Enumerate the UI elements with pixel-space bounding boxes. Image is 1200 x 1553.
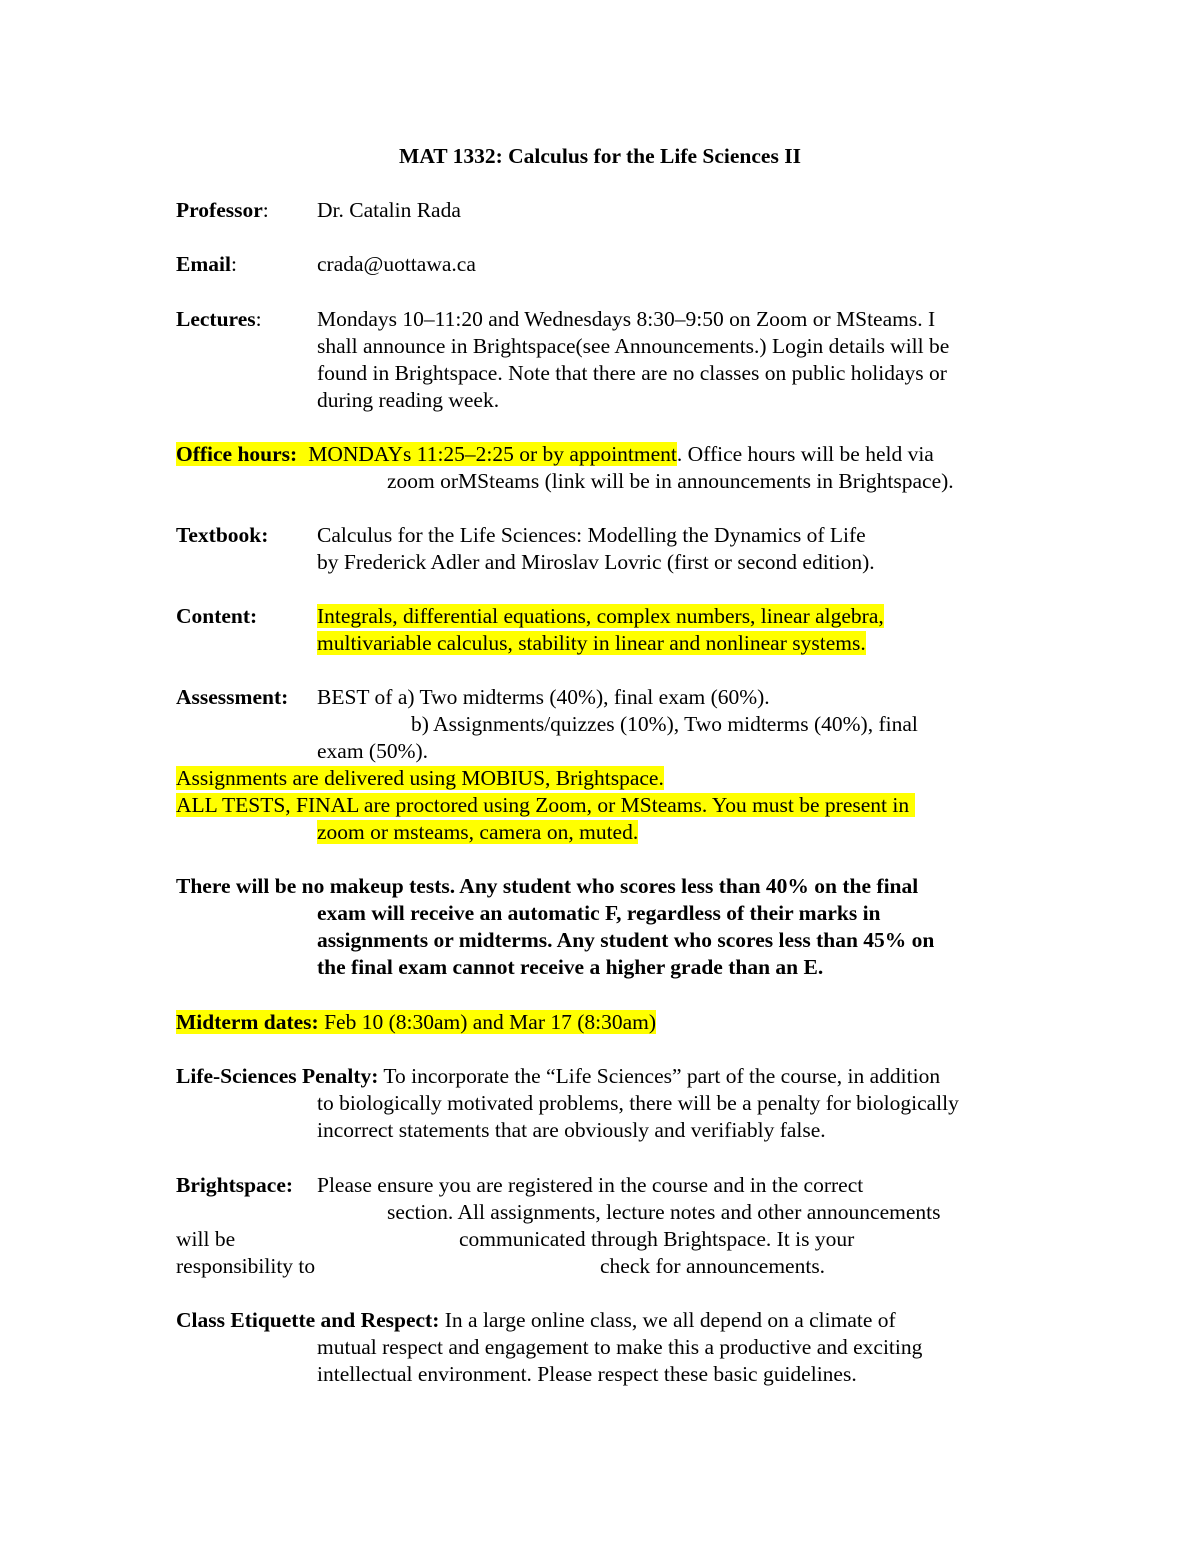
assessment-note: zoom or msteams, camera on, muted.: [317, 820, 639, 844]
content-line: Integrals, differential equations, complex numbers, linear algebra,: [317, 604, 884, 628]
life-sciences-penalty-line: Life-Sciences Penalty: To incorporate the “Life Sciences” part of the course, in addition: [176, 1064, 941, 1088]
lectures-line: during reading week.: [317, 388, 500, 412]
course-title: MAT 1332: Calculus for the Life Sciences II: [399, 144, 801, 168]
assessment-label: Assessment:: [176, 685, 289, 709]
lectures-line: found in Brightspace. Note that there are no classes on public holidays or: [317, 361, 947, 385]
textbook-line: by Frederick Adler and Miroslav Lovric (first or second edition).: [317, 550, 875, 574]
brightspace-line: check for announcements.: [600, 1254, 826, 1278]
midterm-value: Feb 10 (8:30am) and Mar 17 (8:30am): [318, 1010, 657, 1034]
office-hours-highlight: MONDAYs 11:25–2:25 or by appointment: [308, 442, 677, 466]
assessment-line: BEST of a) Two midterms (40%), final exam (60%).: [317, 685, 770, 709]
life-sciences-penalty-label: Life-Sciences Penalty:: [176, 1064, 379, 1088]
assessment-line: b) Assignments/quizzes (10%), Two midterms (40%), final: [411, 712, 918, 736]
assessment-line: exam (50%).: [317, 739, 429, 763]
professor-label: Professor:: [176, 198, 269, 222]
office-hours-line-2: zoom orMSteams (link will be in announcements in Brightspace).: [387, 469, 954, 493]
etiquette-label: Class Etiquette and Respect:: [176, 1308, 440, 1332]
etiquette-line: mutual respect and engagement to make this a productive and exciting: [317, 1335, 923, 1359]
midterm-dates: [176, 1009, 656, 1036]
makeup-policy-line: exam will receive an automatic F, regardless of their marks in: [317, 901, 881, 925]
makeup-policy-line: There will be no makeup tests. Any student who scores less than 40% on the final: [176, 874, 919, 898]
assessment-note: Assignments are delivered using MOBIUS, Brightspace.: [176, 766, 664, 790]
professor-value: Dr. Catalin Rada: [317, 198, 461, 222]
brightspace-label: Brightspace:: [176, 1173, 294, 1197]
makeup-policy-line: the final exam cannot receive a higher grade than an E.: [317, 955, 824, 979]
brightspace-line: responsibility to: [176, 1254, 316, 1278]
etiquette-line: Class Etiquette and Respect: In a large online class, we all depend on a climate of: [176, 1308, 896, 1332]
brightspace-line: will be: [176, 1227, 236, 1251]
email-label: Email:: [176, 252, 237, 276]
content-label: Content:: [176, 604, 258, 628]
office-hours-rest: . Office hours will be held via: [676, 442, 934, 466]
life-sciences-penalty-line: incorrect statements that are obviously and verifiably false.: [317, 1118, 826, 1142]
lectures-line: shall announce in Brightspace(see Announcements.) Login details will be: [317, 334, 950, 358]
email-value: crada@uottawa.ca: [317, 252, 476, 276]
brightspace-line: Please ensure you are registered in the course and in the correct: [317, 1173, 864, 1197]
midterm-label: Midterm dates:: [176, 1010, 319, 1034]
textbook-line: Calculus for the Life Sciences: Modelling the Dynamics of Life: [317, 523, 866, 547]
etiquette-line: intellectual environment. Please respect these basic guidelines.: [317, 1362, 857, 1386]
lectures-label: Lectures:: [176, 307, 262, 331]
office-hours-line: [176, 441, 934, 468]
content-line: multivariable calculus, stability in linear and nonlinear systems.: [317, 631, 866, 655]
life-sciences-penalty-line: to biologically motivated problems, there will be a penalty for biologically: [317, 1091, 959, 1115]
office-hours-label: Office hours:: [176, 442, 308, 466]
lectures-line: Mondays 10–11:20 and Wednesdays 8:30–9:50 on Zoom or MSteams. I: [317, 307, 936, 331]
brightspace-line: section. All assignments, lecture notes and other announcements: [387, 1200, 941, 1224]
assessment-note: ALL TESTS, FINAL are proctored using Zoom, or MSteams. You must be present in: [176, 792, 915, 819]
makeup-policy-line: assignments or midterms. Any student who scores less than 45% on: [317, 928, 935, 952]
textbook-label: Textbook:: [176, 523, 269, 547]
brightspace-line: communicated through Brightspace. It is your: [459, 1227, 855, 1251]
